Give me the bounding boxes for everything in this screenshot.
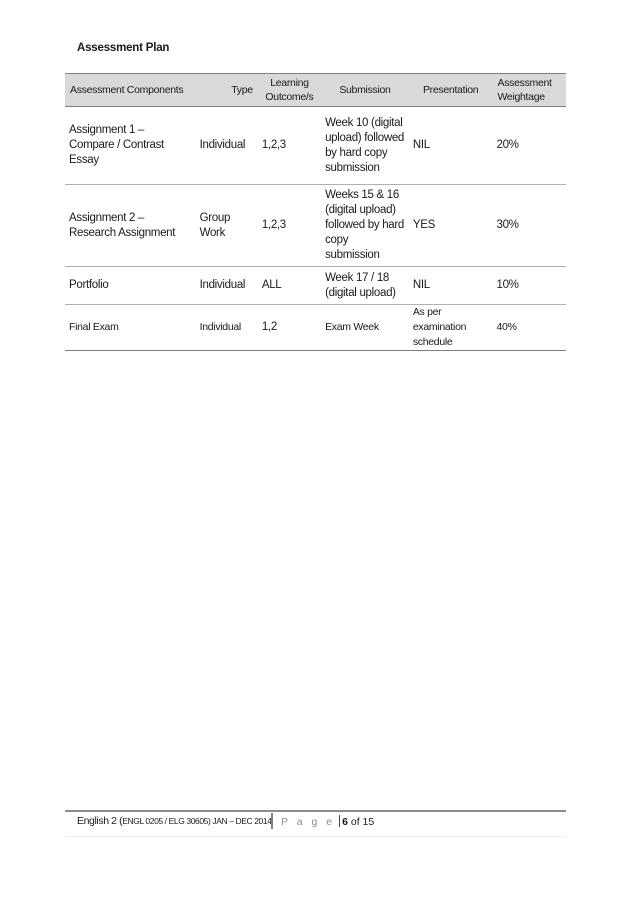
header-assessment-components: Assessment Components [65,74,196,107]
cell-component: Final Exam [65,305,196,351]
header-learning-outcomes: Learning Outcome/s [258,74,321,107]
assessment-plan-table [65,73,566,351]
cell-presentation: NIL [409,267,493,305]
cell-weightage: 30% [492,185,566,267]
header-submission: Submission [321,74,409,107]
footer-page-indicator [281,815,374,828]
cell-type: Individual [196,267,258,305]
header-type: Type [196,74,258,107]
table-header-row [65,74,566,107]
cell-weightage: 10% [492,267,566,305]
table-row [65,185,566,267]
cell-weightage: 20% [492,107,566,185]
page-title: Assessment Plan [77,42,170,54]
footer-divider [65,810,566,812]
footer-course-info [77,815,272,827]
footer-course-codes: ENGL 0205 / ELG 30605) JAN – DEC 2014 [122,816,272,826]
cell-learning-outcomes: ALL [258,267,321,305]
footer-page-bar [339,815,340,827]
cell-weightage: 40% [492,305,566,351]
footer-page-word: P a g e [281,816,336,828]
cell-submission: Week 17 / 18 (digital upload) [321,267,409,305]
cell-presentation: NIL [409,107,493,185]
table-row [65,305,566,351]
footer-course-prefix: English 2 ( [77,815,123,827]
cell-component: Assignment 2 – Research Assignment [65,185,196,267]
cell-learning-outcomes: 1,2,3 [258,107,321,185]
table-row [65,107,566,185]
header-assessment-weightage: Assessment Weightage [492,74,566,107]
footer-page-total: of 15 [347,816,375,828]
table-row [65,267,566,305]
cell-submission: Week 10 (digital upload) followed by hard copy submission [321,107,409,185]
cell-submission: Weeks 15 & 16 (digital upload) followed by hard copy submission [321,185,409,267]
cell-learning-outcomes: 1,2 [258,305,321,351]
footer-page-number: 6 [342,816,348,828]
cell-type: Individual [196,305,258,351]
cell-type: Individual [196,107,258,185]
cell-component: Portfolio [65,267,196,305]
cell-type: Group Work [196,185,258,267]
cell-learning-outcomes: 1,2,3 [258,185,321,267]
footer-bottom-rule [65,836,566,837]
footer-separator [271,813,273,829]
cell-submission: Exam Week [321,305,409,351]
cell-presentation: YES [409,185,493,267]
header-presentation: Presentation [409,74,493,107]
cell-presentation: As per examination schedule [409,305,493,351]
cell-component: Assignment 1 – Compare / Contrast Essay [65,107,196,185]
